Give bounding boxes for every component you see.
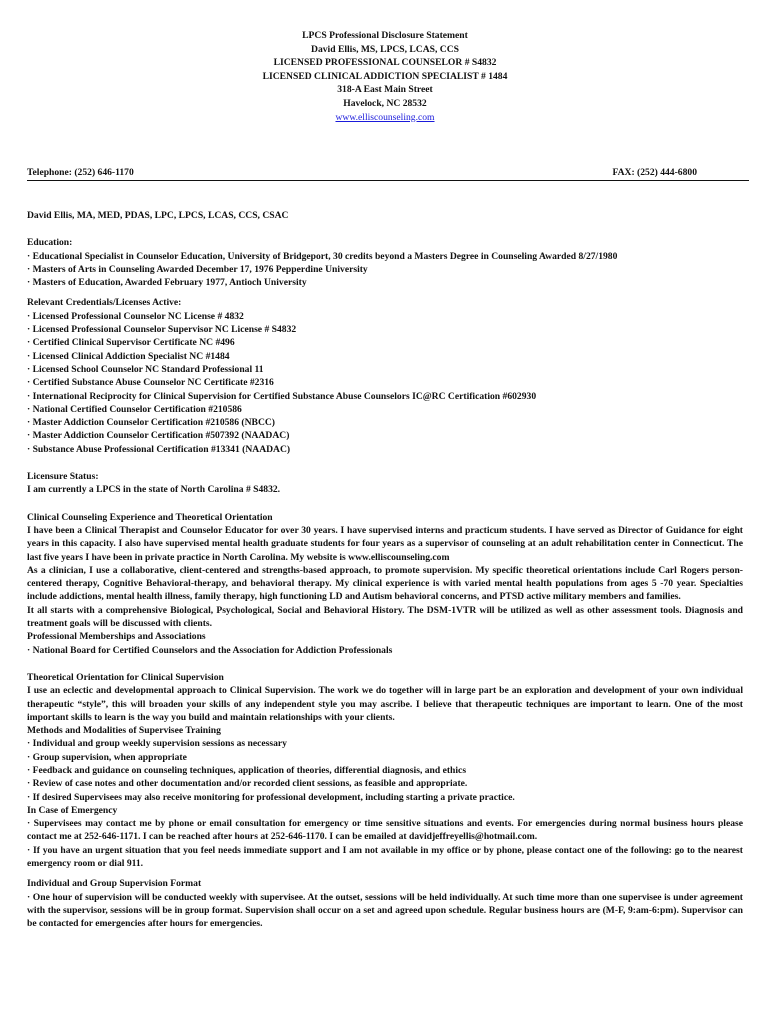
list-item: · Certified Substance Abuse Counselor NC Certificate #2316	[27, 377, 274, 389]
list-item: · Licensed Professional Counselor NC License # 4832	[27, 310, 244, 322]
paragraph: · One hour of supervision will be conducted weekly with supervisee. At the outset, sessions will be held individually. At such time more than one supervisee is under agreement with the supervisor, sessions will be in group format. Supervision shall occur on a set and agreed upon schedule. Regular business hours are (M-F, 9:am-6:pm). Supervisor can be contacted for emergencies after hours for emergencies.	[27, 891, 743, 930]
list-item: · Substance Abuse Professional Certification #13341 (NAADAC)	[27, 443, 291, 455]
list-item: · National Board for Certified Counselors and the Association for Addiction Professionals	[27, 644, 393, 656]
address-line-2: Havelock, NC 28532	[343, 97, 427, 109]
name-line: David Ellis, MA, MED, PDAS, LPC, LPCS, LCAS, CCS, CSAC	[27, 210, 289, 221]
list-item: · Master Addiction Counselor Certification #507392 (NAADAC)	[27, 430, 290, 442]
section-heading: Individual and Group Supervision Format	[27, 878, 202, 890]
paragraph: · If you have an urgent situation that you feel needs immediate support and I am not available in my office or by phone, please contact one of the following: go to the nearest emergency room or dial 911.	[27, 844, 743, 870]
section-heading: Methods and Modalities of Supervisee Training	[27, 725, 221, 737]
list-item: · Masters of Education, Awarded February 1977, Antioch University	[27, 277, 307, 289]
list-item: · Licensed School Counselor NC Standard Professional 11	[27, 363, 264, 375]
paragraph: I have been a Clinical Therapist and Counselor Educator for over 30 years. I have supervised interns and practicum students. I have served as Director of Guidance for eight years in this capacity. I also have supervised mental health graduate students for four years as a supervisor of counseling at an adult rehabilitation center in Connecticut. The last five years I have been in private practice in North Carolina. My website is www.elliscounseling.com	[27, 524, 743, 563]
list-item: · Feedback and guidance on counseling techniques, application of theories, differential diagnosis, and ethics	[27, 764, 467, 776]
fax-text: FAX: (252) 444-6800	[612, 167, 697, 178]
document-body	[27, 209, 743, 931]
document-title: LPCS Professional Disclosure Statement	[302, 30, 468, 41]
list-item: · Licensed Professional Counselor Supervisor NC License # S4832	[27, 324, 297, 336]
licensure-section	[27, 470, 743, 497]
list-item: · Educational Specialist in Counselor Education, University of Bridgeport, 30 credits beyond a Masters Degree in Counseling Awarded 8/27/1980	[27, 250, 618, 262]
license-line-2: LICENSED CLINICAL ADDICTION SPECIALIST # 1484	[262, 70, 508, 82]
author-name: David Ellis, MS, LPCS, LCAS, CCS	[311, 43, 459, 55]
section-heading: Clinical Counseling Experience and Theoretical Orientation	[27, 511, 273, 523]
education-section	[27, 236, 743, 289]
clinical-section	[27, 511, 743, 657]
list-item: · If desired Supervisees may also receive monitoring for professional development, including starting a private practice.	[27, 791, 515, 803]
list-item: · National Certified Counselor Certification #210586	[27, 403, 242, 415]
address-line-1: 318-A East Main Street	[337, 84, 433, 96]
supervision-section	[27, 671, 743, 870]
section-heading: Relevant Credentials/Licenses Active:	[27, 297, 182, 309]
credentials-section	[27, 296, 743, 456]
document-header	[0, 29, 770, 124]
list-item: · Masters of Arts in Counseling Awarded December 17, 1976 Pepperdine University	[27, 263, 368, 275]
license-line-1: LICENSED PROFESSIONAL COUNSELOR # S4832	[273, 57, 497, 69]
section-heading: Licensure Status:	[27, 471, 99, 483]
licensure-text: I am currently a LPCS in the state of North Carolina # S4832.	[27, 484, 281, 496]
list-item: · Certified Clinical Supervisor Certificate NC #496	[27, 337, 235, 349]
list-item: · Individual and group weekly supervision sessions as necessary	[27, 738, 287, 750]
section-heading: Professional Memberships and Associations	[27, 631, 206, 643]
paragraph: I use an eclectic and developmental approach to Clinical Supervision. The work we do together will in large part be an exploration and development of your own individual therapeutic “style”, this will broaden your skills of any independent style you may ascribe. I believe that therapeutic techniques are important to learn. One of the most important skills to learn is the way you build and maintain relationships with your clients.	[27, 685, 743, 723]
list-item: · Review of case notes and other documentation and/or recorded client sessions, as feasible and appropriate.	[27, 778, 468, 790]
section-heading: Education:	[27, 237, 73, 249]
section-heading: Theoretical Orientation for Clinical Supervision	[27, 671, 224, 683]
paragraph: It all starts with a comprehensive Biological, Psychological, Social and Behavioral History. The DSM-1VTR will be utilized as well as other assessment tools. Diagnosis and treatment goals will be discussed with clients.	[27, 604, 743, 630]
list-item: · Master Addiction Counselor Certification #210586 (NBCC)	[27, 417, 275, 429]
list-item: · Licensed Clinical Addiction Specialist NC #1484	[27, 350, 230, 362]
website-link[interactable]: www.elliscounseling.com	[335, 111, 435, 123]
paragraph: As a clinician, I use a collaborative, client-centered and strengths-based approach, to promote supervision. My specific theoretical orientations include Carl Rogers person-centered therapy, Cognitive Behavioral-therapy, and behavioral therapy. My clinical experience is with varied mental health populations from ages 5 -70 year. Specialties include addictions, mental health illness, family therapy, high functioning LD and Autism behavioral concerns, and PTSD active military members and families.	[27, 564, 743, 603]
format-section	[27, 877, 743, 930]
contact-row	[27, 166, 697, 180]
list-item: · Group supervision, when appropriate	[27, 751, 187, 763]
telephone-text: Telephone: (252) 646-1170	[27, 167, 134, 178]
paragraph: · Supervisees may contact me by phone or email consultation for emergency or time sensitive situations and events. For emergencies during normal business hours please contact me at 252-646-1171. I can be reached after hours at 252-646-1170. I can be emailed at davidjeffreyellis@hotmail.com.	[27, 818, 743, 843]
section-heading: In Case of Emergency	[27, 804, 118, 816]
list-item: · International Reciprocity for Clinical Supervision for Certified Substance Abuse Counselors IC@RC Certification #602930	[27, 390, 537, 402]
header-divider	[27, 180, 749, 181]
